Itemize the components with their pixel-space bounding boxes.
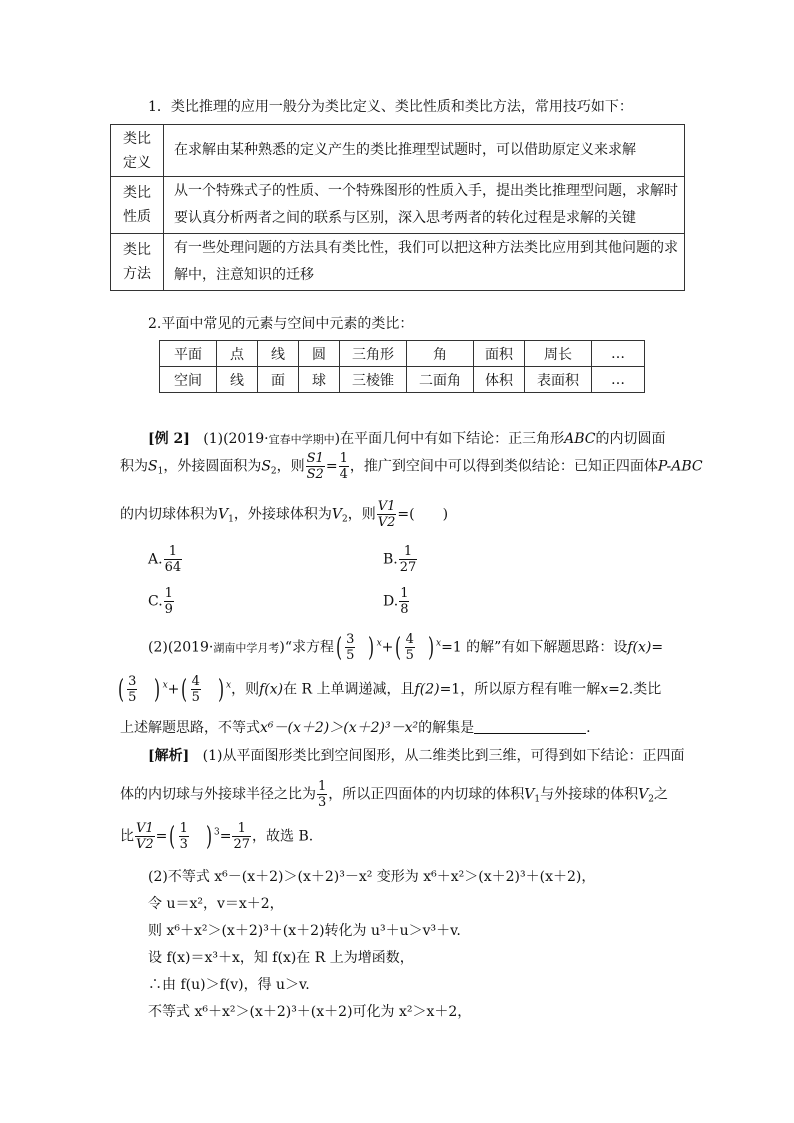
section-1-title: 1．类比推理的应用一般分为类比定义、类比性质和类比方法，常用技巧如下：	[148, 99, 633, 115]
solution-part2-line-5: ∴由 f(u)＞f(v)，得 u＞v.	[148, 977, 310, 993]
cell: 角	[407, 341, 474, 367]
cell: …	[592, 341, 645, 367]
row-content: 在求解由某种熟悉的定义产生的类比推理型试题时，可以借助原定义来求解	[164, 125, 685, 177]
solution-part2-line-3: 则 x⁶＋x²＞(x＋2)³＋(x＋2)转化为 u³＋u＞v³＋v.	[148, 923, 461, 939]
plane-space-table	[159, 340, 645, 393]
answer-blank[interactable]	[474, 719, 586, 734]
option-c: C. $\frac{1}{9}$	[148, 586, 173, 617]
table-row	[160, 367, 645, 393]
cell: 空间	[160, 367, 217, 393]
option-b: B. $\frac{1}{27}$	[383, 544, 417, 575]
option-a: A. $\frac{1}{64}$	[148, 544, 182, 575]
option-d: D. $\frac{1}{8}$	[383, 586, 409, 617]
cell: …	[592, 367, 645, 393]
cell: 二面角	[407, 367, 474, 393]
solution-part2-line-1: (2)不等式 x⁶－(x＋2)＞(x＋2)³－x² 变形为 x⁶＋x²＞(x＋2)³＋(x＋2)，	[148, 869, 596, 885]
row-header: 类比 定义	[111, 125, 164, 177]
cell: 面	[258, 367, 299, 393]
example-line-2: 积为$S_1$，外接圆面积为$S_2$，则 $\frac{S1}{S2}$ = $\frac{1}{4}$ ，推广到空间中可以得到类似结论：已知正四面体P-ABC	[120, 451, 703, 482]
example-part2-line-3: 上述解题思路，不等式x⁶－(x＋2)＞(x＋2)³－x²的解集是 .	[120, 720, 591, 736]
row-header: 类比 方法	[111, 234, 164, 291]
cell: 线	[217, 367, 258, 393]
solution-line-3: 比 $\frac{V1}{V2}$ =( $\frac{1}{3}$ ) $^3$= $\frac{1}{27}$ ，故选 B.	[120, 821, 314, 852]
cell: 三棱锥	[340, 367, 407, 393]
cell: 周长	[525, 341, 592, 367]
solution-part2-line-2: 令 u＝x²，v＝x＋2，	[148, 896, 284, 912]
table-row	[111, 234, 685, 291]
cell: 平面	[160, 341, 217, 367]
table-row	[160, 341, 645, 367]
analogy-methods-table	[110, 124, 685, 291]
row-content: 从一个特殊式子的性质、一个特殊图形的性质入手，提出类比推理型问题，求解时 要认真分析两者之间的联系与区别，深入思考两者的转化过程是求解的关键	[164, 177, 685, 234]
example-line-1: [例 2] (1)(2019·宜春中学期中)在平面几何中有如下结论：正三角形ABC的内切圆面	[148, 431, 666, 447]
example-line-3: 的内切球体积为$V_1$，外接球体积为$V_2$，则 $\frac{V1}{V2}$ =( )	[120, 499, 449, 530]
cell: 点	[217, 341, 258, 367]
row-content: 有一些处理问题的方法具有类比性，我们可以把这种方法类比应用到其他问题的求 解中，注意知识的迁移	[164, 234, 685, 291]
solution-line-2: 体的内切球与外接球半径之比为 $\frac{1}{3}$ ，所以正四面体的内切球的体积$V_1$与外接球的体积$V_2$之	[120, 779, 668, 810]
cell: 球	[299, 367, 340, 393]
solution-part2-line-6: 不等式 x⁶＋x²＞(x＋2)³＋(x＋2)可化为 x²＞x＋2，	[148, 1004, 472, 1020]
solution-line-1: [解析] (1)从平面图形类比到空间图形，从二维类比到三维，可得到如下结论：正四面	[148, 748, 685, 764]
row-header: 类比 性质	[111, 177, 164, 234]
cell: 圆	[299, 341, 340, 367]
example-part2-line-1: (2)(2019·湖南中学月考)“求方程( $\frac{3}{5}$ ) $^x$+( $\frac{4}{5}$ ) $^x$=1 的解”有如下解题思路：设f(x)=	[148, 632, 664, 663]
section-2-title: 2.平面中常见的元素与空间中元素的类比：	[148, 316, 414, 332]
solution-part2-line-4: 设 f(x)＝x³＋x，知 f(x)在 R 上为增函数，	[148, 950, 414, 966]
cell: 三角形	[340, 341, 407, 367]
cell: 线	[258, 341, 299, 367]
cell: 面积	[474, 341, 525, 367]
cell: 表面积	[525, 367, 592, 393]
table-row	[111, 125, 685, 177]
example-part2-line-2: ( $\frac{3}{5}$ ) $^x$+( $\frac{4}{5}$ ) $^x$，则f(x)在 R 上单调递减，且f(2)=1，所以原方程有唯一解x=2.类比	[118, 674, 662, 705]
cell: 体积	[474, 367, 525, 393]
table-row	[111, 177, 685, 234]
